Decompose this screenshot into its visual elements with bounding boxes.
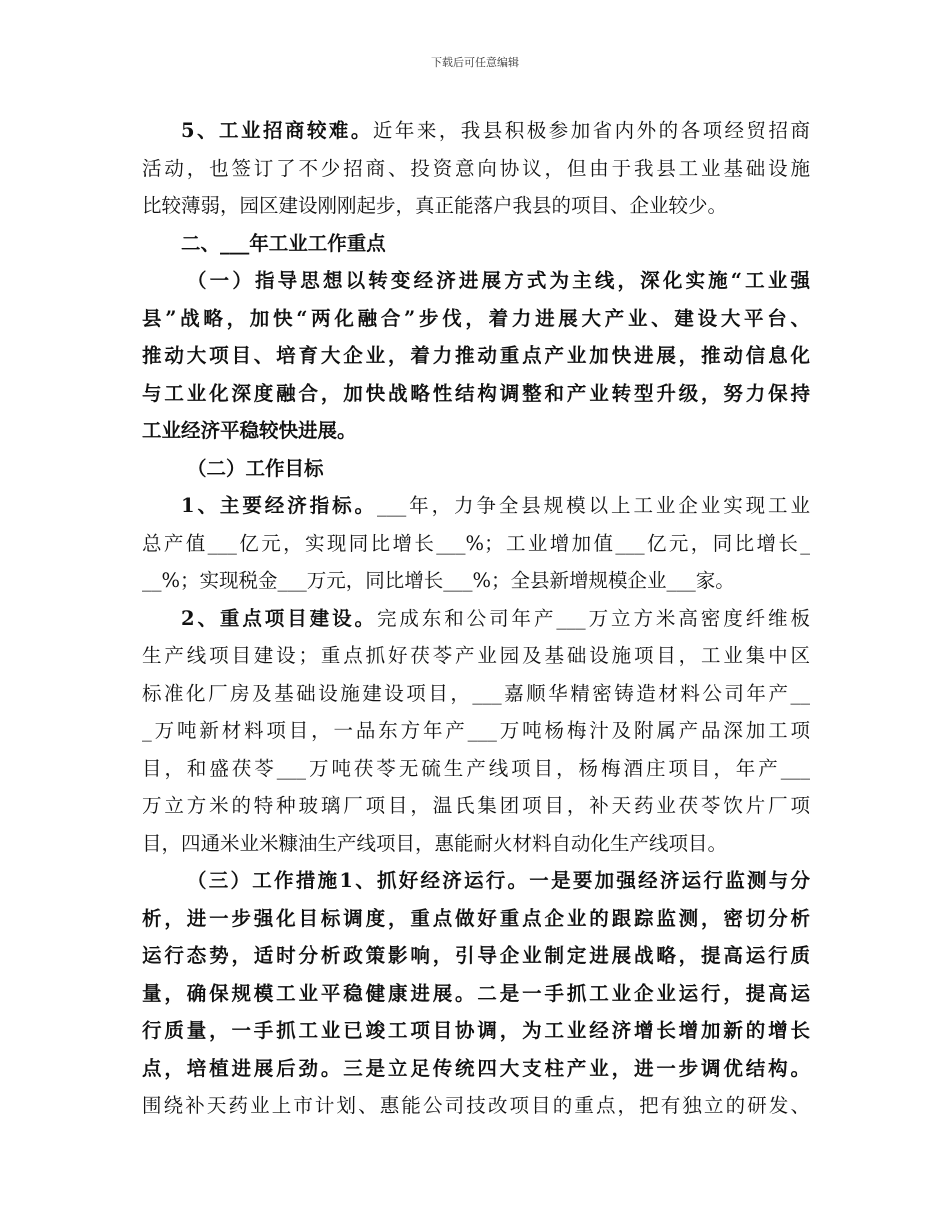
text-run: （一）指导思想以转变经济进展方式为主线，深化实施“工业强 (187, 269, 810, 292)
text-run: 目，和盛茯苓___万吨茯苓无硫生产线项目，杨梅酒庄项目，年产___ (142, 756, 810, 780)
text-line (142, 112, 810, 150)
text-line (142, 150, 810, 188)
text-line (142, 825, 810, 863)
text-run: ___年，力争全县规模以上工业企业实现工业 (376, 494, 810, 517)
text-line (142, 975, 810, 1013)
text-line (142, 187, 810, 225)
text-line (142, 1012, 810, 1050)
text-line (142, 750, 810, 788)
text-line (142, 712, 810, 750)
text-run: 比较薄弱，园区建设刚刚起步，真正能落户我县的项目、企业较少。 (142, 194, 728, 217)
text-line (142, 637, 810, 675)
text-line (142, 487, 810, 525)
text-run: 总产值___亿元，实现同比增长___%；工业增加值___亿元，同比增长_ (142, 531, 810, 555)
text-line (142, 337, 810, 375)
text-run: 析，进一步强化目标调度，重点做好重点企业的跟踪监测，密切分析 (142, 906, 810, 930)
text-run: 完成东和公司年产___万立方米高密度纤维板 (376, 606, 810, 630)
text-line (142, 225, 810, 263)
page-header: 下载后可任意编辑 (431, 56, 519, 69)
text-run: 近年来，我县积极参加省内外的各项经贸招商 (372, 119, 810, 142)
text-run: _万吨新材料项目，一品东方年产___万吨杨梅汁及附属产品深加工项 (142, 719, 810, 742)
text-run: （三）工作措施1、抓好经济运行。一是要加强经济运行监测与分 (187, 869, 810, 892)
text-run: 5、工业招商较难。 (181, 119, 373, 142)
text-run: __%；实现税金___万元，同比增长___%；全县新增规模企业___家。 (142, 569, 735, 592)
text-run: 县”战略，加快“两化融合”步伐，着力进展大产业、建设大平台、 (142, 306, 810, 330)
text-run: 推动大项目、培育大企业，着力推动重点产业加快进展，推动信息化 (142, 344, 810, 367)
text-run: 围绕补天药业上市计划、惠能公司技改项目的重点，把有独立的研发、 (142, 1094, 810, 1117)
document-body (142, 112, 810, 1125)
text-line (142, 562, 810, 600)
text-line (142, 937, 810, 975)
text-run: 与工业化深度融合，加快战略性结构调整和产业转型升级，努力保持 (142, 381, 810, 405)
text-run: 点，培植进展后劲。三是立足传统四大支柱产业，进一步调优结构。 (142, 1056, 810, 1080)
text-run: 1、主要经济指标。 (181, 494, 377, 517)
text-run: 二、___年工业工作重点 (181, 231, 386, 255)
text-line (142, 300, 810, 338)
text-line (142, 862, 810, 900)
text-line (142, 450, 810, 488)
text-line (142, 675, 810, 713)
text-run: 生产线项目建设；重点抓好茯苓产业园及基础设施项目，工业集中区 (142, 644, 810, 667)
text-line (142, 412, 810, 450)
text-line (142, 900, 810, 938)
text-run: 量，确保规模工业平稳健康进展。二是一手抓工业企业运行，提高运 (142, 981, 810, 1005)
text-line (142, 262, 810, 300)
text-line (142, 375, 810, 413)
text-run: 工业经济平稳较快进展。 (142, 419, 357, 442)
text-run: 活动，也签订了不少招商、投资意向协议，但由于我县工业基础设施 (142, 156, 810, 180)
text-line (142, 1050, 810, 1088)
text-run: 行质量，一手抓工业已竣工项目协调，为工业经济增长增加新的增长 (142, 1019, 810, 1042)
text-run: 2、重点项目建设。 (181, 606, 377, 630)
text-run: （二）工作目标 (187, 456, 324, 480)
text-run: 标准化厂房及基础设施建设项目，___嘉顺华精密铸造材料公司年产__ (142, 681, 810, 705)
text-run: 运行态势，适时分析政策影响，引导企业制定进展战略，提高运行质 (142, 944, 810, 967)
text-line (142, 600, 810, 638)
text-line (142, 1087, 810, 1125)
text-line (142, 525, 810, 563)
text-line (142, 787, 810, 825)
text-run: 目，四通米业米糠油生产线项目，惠能耐火材料自动化生产线项目。 (142, 831, 728, 855)
text-run: 万立方米的特种玻璃厂项目，温氏集团项目，补天药业茯苓饮片厂项 (142, 794, 810, 817)
